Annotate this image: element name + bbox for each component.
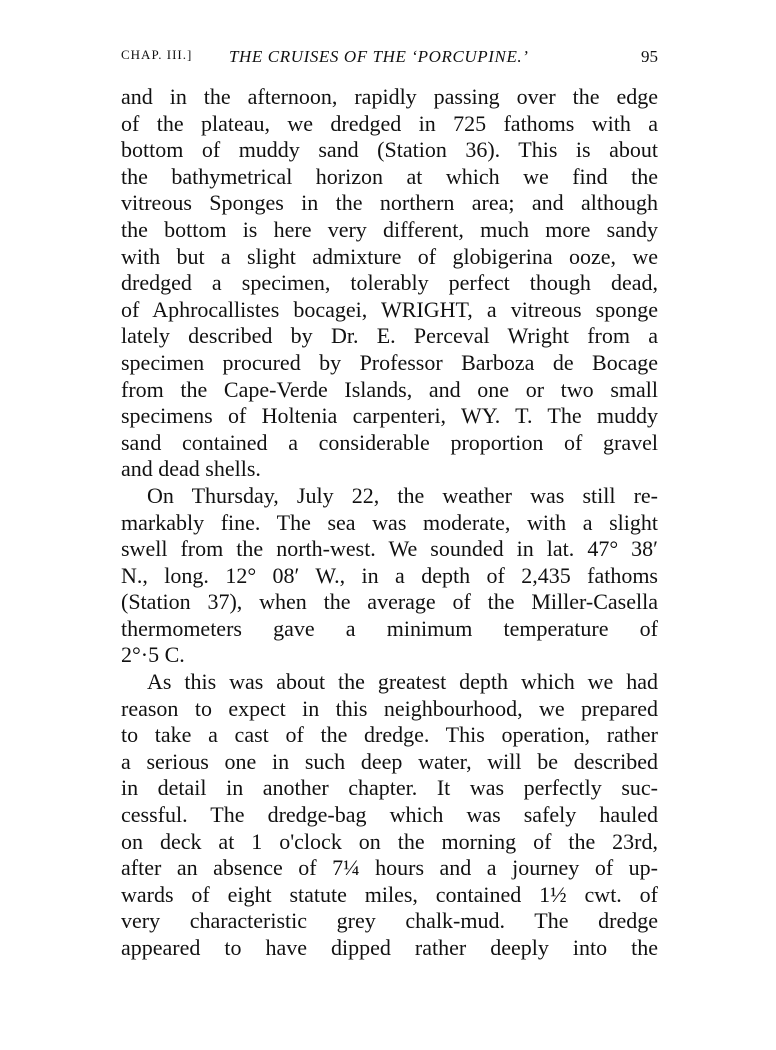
text-line: specimen procured by Professor Barboza de Bocage xyxy=(121,349,658,375)
text-line: vitreous Sponges in the northern area; and although xyxy=(121,190,658,216)
running-header xyxy=(121,47,658,71)
text-line: markably fine. The sea was moderate, with a slight xyxy=(121,509,658,535)
page-number: 95 xyxy=(641,47,658,66)
paragraph-start-line: On Thursday, July 22, the weather was still re- xyxy=(147,482,658,508)
text-line: bottom of muddy sand (Station 36). This is about xyxy=(121,137,658,163)
text-line: and in the afternoon, rapidly passing over the edge xyxy=(121,84,658,109)
text-line: in detail in another chapter. It was perfectly suc- xyxy=(121,775,658,801)
text-line: of the plateau, we dredged in 725 fathoms with a xyxy=(121,110,658,136)
text-line: thermometers gave a minimum temperature of xyxy=(121,615,658,641)
text-line: with but a slight admixture of globigerina ooze, we xyxy=(121,243,658,269)
text-line: (Station 37), when the average of the Miller-Casella xyxy=(121,589,658,615)
text-line: a serious one in such deep water, will be described xyxy=(121,748,658,774)
text-line: after an absence of 7¼ hours and a journey of up- xyxy=(121,855,658,881)
running-title: THE CRUISES OF THE ‘PORCUPINE.’ xyxy=(229,47,529,66)
text-line: cessful. The dredge-bag which was safely hauled xyxy=(121,802,658,828)
body-text xyxy=(121,84,658,962)
text-line: appeared to have dipped rather deeply into the xyxy=(121,935,658,960)
text-line: from the Cape-Verde Islands, and one or two small xyxy=(121,376,658,402)
text-line: specimens of Holtenia carpenteri, WY. T. The muddy xyxy=(121,403,658,429)
text-line: swell from the north-west. We sounded in lat. 47° 38′ xyxy=(121,536,658,562)
text-line: to take a cast of the dredge. This operation, rather xyxy=(121,722,658,748)
text-line: the bathymetrical horizon at which we find the xyxy=(121,163,658,189)
text-line: sand contained a considerable proportion of gravel xyxy=(121,429,658,455)
text-line: and dead shells. xyxy=(121,456,261,482)
text-line: 2°·5 C. xyxy=(121,642,185,668)
text-line: very characteristic grey chalk-mud. The dredge xyxy=(121,908,658,934)
text-line: wards of eight statute miles, contained 1½ cwt. of xyxy=(121,881,658,907)
text-line: N., long. 12° 08′ W., in a depth of 2,435 fathoms xyxy=(121,562,658,588)
chapter-label: CHAP. III.] xyxy=(121,47,193,62)
text-line: on deck at 1 o'clock on the morning of the 23rd, xyxy=(121,828,658,854)
text-line: the bottom is here very different, much more sandy xyxy=(121,216,658,242)
text-line: reason to expect in this neighbourhood, we prepared xyxy=(121,695,658,721)
paragraph-start-line: As this was about the greatest depth which we had xyxy=(147,669,658,695)
text-line: of Aphrocallistes bocagei, WRIGHT, a vitreous sponge xyxy=(121,296,658,322)
text-line: lately described by Dr. E. Perceval Wright from a xyxy=(121,323,658,349)
text-line: dredged a specimen, tolerably perfect though dead, xyxy=(121,270,658,296)
